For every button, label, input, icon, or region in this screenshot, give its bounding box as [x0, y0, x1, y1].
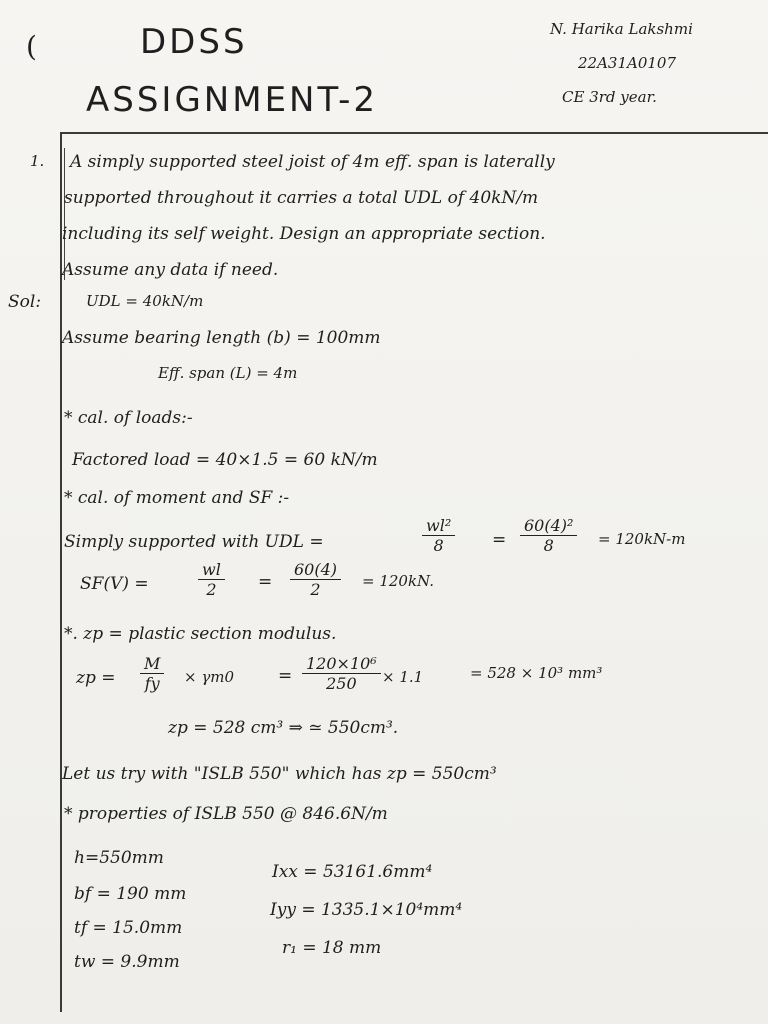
- question-line-2: supported throughout it carries a total UDL of 40kN/m: [64, 188, 539, 208]
- udl-line: UDL = 40kN/m: [86, 292, 204, 310]
- prop-tw: tw = 9.9mm: [74, 952, 180, 972]
- sf-fraction-1: [198, 560, 225, 599]
- prop-r1: r₁ = 18 mm: [282, 938, 382, 958]
- zp-num: 120×10⁶: [302, 654, 381, 674]
- top-rule: [60, 132, 768, 134]
- moment-den-1: 8: [433, 536, 444, 555]
- title-assignment: ASSIGNMENT-2: [86, 80, 379, 120]
- zp-gamma: × γm0: [184, 668, 235, 686]
- sf-equals: =: [258, 572, 273, 592]
- prop-h: h=550mm: [74, 848, 164, 868]
- moment-den-2: 8: [543, 536, 554, 555]
- sf-den-1: 2: [206, 580, 217, 599]
- sf-prefix: SF(V) =: [80, 574, 149, 594]
- zp-heading: *. zp = plastic section modulus.: [64, 624, 337, 644]
- course-year: CE 3rd year.: [562, 88, 657, 106]
- zp-fy: fy: [144, 674, 160, 693]
- eff-span-line: Eff. span (L) = 4m: [158, 364, 298, 382]
- solution-label: Sol:: [8, 292, 42, 312]
- factored-load-line: Factored load = 40×1.5 = 60 kN/m: [72, 450, 378, 470]
- prop-ixx: Ixx = 53161.6mm⁴: [272, 862, 433, 882]
- zp-fraction-m-fy: [140, 654, 164, 693]
- sf-num-2: 60(4): [290, 560, 341, 580]
- question-line-3: including its self weight. Design an appropriate section.: [62, 224, 546, 244]
- bearing-length-line: Assume bearing length (b) = 100mm: [62, 328, 381, 348]
- moment-heading: * cal. of moment and SF :-: [64, 488, 290, 508]
- try-section-line: Let us try with "ISLB 550" which has zp = 550cm³: [62, 764, 497, 784]
- margin-mark: (: [26, 30, 37, 63]
- prop-bf: bf = 190 mm: [74, 884, 187, 904]
- properties-heading: * properties of ISLB 550 @ 846.6N/m: [64, 804, 388, 824]
- zp-multiplier: × 1.1: [382, 668, 424, 686]
- loads-heading: * cal. of loads:-: [64, 408, 193, 428]
- moment-fraction-1: [422, 516, 455, 555]
- sf-fraction-2: [290, 560, 341, 599]
- prop-tf: tf = 15.0mm: [74, 918, 183, 938]
- question-number: 1.: [30, 152, 45, 170]
- moment-equals: =: [492, 530, 507, 550]
- zp-prefix: zp =: [76, 668, 116, 688]
- zp-result: = 528 × 10³ mm³: [470, 664, 603, 682]
- question-line-4: Assume any data if need.: [62, 260, 279, 280]
- zp-cm-line: zp = 528 cm³ ⇒ ≃ 550cm³.: [168, 718, 399, 738]
- prop-iyy: Iyy = 1335.1×10⁴mm⁴: [270, 900, 463, 920]
- title-ddss: DDSS: [140, 22, 248, 62]
- moment-num-2: 60(4)²: [520, 516, 577, 536]
- student-name: N. Harika Lakshmi: [550, 20, 693, 38]
- zp-fraction-value: [302, 654, 381, 693]
- zp-m: M: [140, 654, 164, 674]
- moment-result: = 120kN-m: [598, 530, 686, 548]
- sf-result: = 120kN.: [362, 572, 434, 590]
- sf-num-1: wl: [198, 560, 225, 580]
- sf-den-2: 2: [310, 580, 321, 599]
- roll-number: 22A31A0107: [578, 54, 677, 72]
- moment-prefix: Simply supported with UDL =: [64, 532, 324, 552]
- zp-den: 250: [326, 674, 357, 693]
- moment-num-1: wl²: [422, 516, 455, 536]
- question-line-1: A simply supported steel joist of 4m eff. span is laterally: [70, 152, 555, 172]
- moment-fraction-2: [520, 516, 577, 555]
- zp-equals: =: [278, 666, 293, 686]
